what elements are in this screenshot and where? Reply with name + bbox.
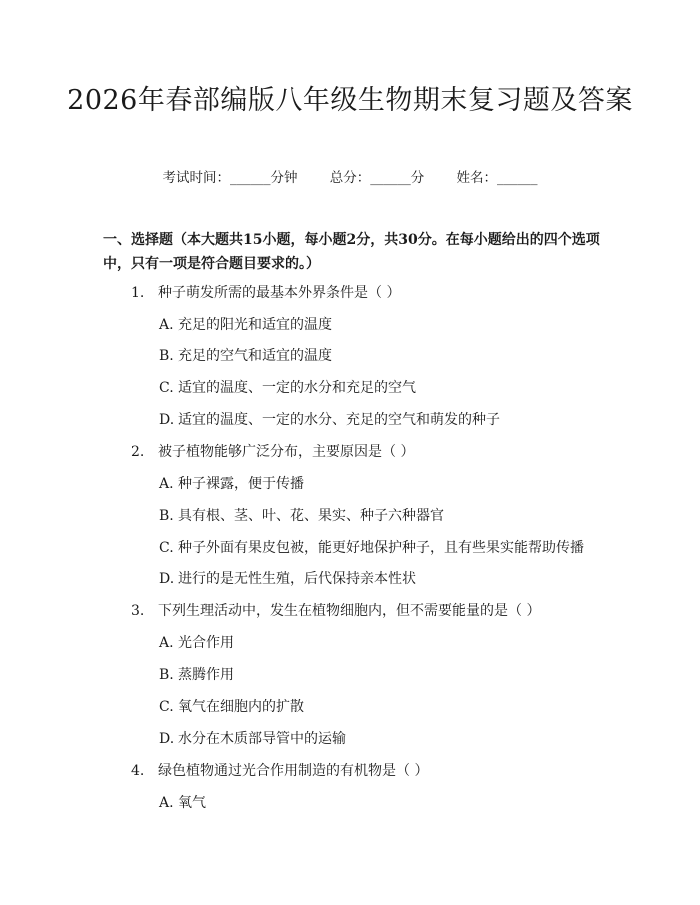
answer-option <box>159 793 206 813</box>
answer-option <box>159 665 234 685</box>
exam-time-field: 考试时间：______分钟 <box>162 170 298 186</box>
option-text: 氧气 <box>178 795 206 811</box>
answer-option <box>159 474 304 494</box>
total-score-field: 总分：______分 <box>329 170 425 186</box>
question-number: 4. <box>131 763 145 779</box>
answer-option <box>159 729 346 749</box>
question-text: 种子萌发所需的最基本外界条件是（ ） <box>158 285 401 301</box>
option-text: 具有根、茎、叶、花、果实、种子六种器官 <box>178 508 444 524</box>
option-letter: B. <box>159 667 174 683</box>
option-letter: C. <box>159 380 174 396</box>
option-text: 种子裸露，便于传播 <box>178 476 304 492</box>
question <box>131 283 400 303</box>
option-text: 充足的空气和适宜的温度 <box>178 348 332 364</box>
option-text: 光合作用 <box>178 635 234 651</box>
document-title: 2026年春部编版八年级生物期末复习题及答案 <box>67 85 633 116</box>
option-text: 充足的阳光和适宜的温度 <box>178 317 332 333</box>
student-name-field: 姓名：______ <box>456 170 538 186</box>
option-letter: A. <box>159 795 174 811</box>
section-title: 一、选择题（本大题共15小题，每小题2分，共30分。在每小题给出的四个选项中，只有一项是符合题目要求的。） <box>103 232 600 272</box>
option-letter: C. <box>159 540 174 556</box>
option-text: 适宜的温度、一定的水分和充足的空气 <box>178 380 416 396</box>
question-text: 绿色植物通过光合作用制造的有机物是（ ） <box>158 763 429 779</box>
answer-option <box>159 506 444 526</box>
answer-option <box>159 697 304 717</box>
question-text: 下列生理活动中，发生在植物细胞内，但不需要能量的是（ ） <box>158 603 541 619</box>
question-number: 3. <box>131 603 145 619</box>
answer-option <box>159 569 416 589</box>
option-text: 水分在木质部导管中的运输 <box>178 731 346 747</box>
option-text: 蒸腾作用 <box>178 667 234 683</box>
question <box>131 601 540 621</box>
answer-option <box>159 378 416 398</box>
option-text: 种子外面有果皮包被，能更好地保护种子，且有些果实能帮助传播 <box>178 540 584 556</box>
answer-option <box>159 538 584 558</box>
option-letter: B. <box>159 508 174 524</box>
question-number: 2. <box>131 444 145 460</box>
question <box>131 761 428 781</box>
answer-option <box>159 315 332 335</box>
option-letter: D. <box>159 571 175 587</box>
option-letter: A. <box>159 635 174 651</box>
option-letter: C. <box>159 699 174 715</box>
answer-option <box>159 346 332 366</box>
option-letter: D. <box>159 731 175 747</box>
answer-option <box>159 410 500 430</box>
exam-info-line <box>0 168 700 188</box>
option-text: 适宜的温度、一定的水分、充足的空气和萌发的种子 <box>178 412 500 428</box>
question-text: 被子植物能够广泛分布，主要原因是（ ） <box>158 444 415 460</box>
option-letter: B. <box>159 348 174 364</box>
option-text: 进行的是无性生殖，后代保持亲本性状 <box>178 571 416 587</box>
option-letter: A. <box>159 476 174 492</box>
question-number: 1. <box>131 285 145 301</box>
option-letter: D. <box>159 412 175 428</box>
answer-option <box>159 633 234 653</box>
option-letter: A. <box>159 317 174 333</box>
question <box>131 442 414 462</box>
option-text: 氧气在细胞内的扩散 <box>178 699 304 715</box>
